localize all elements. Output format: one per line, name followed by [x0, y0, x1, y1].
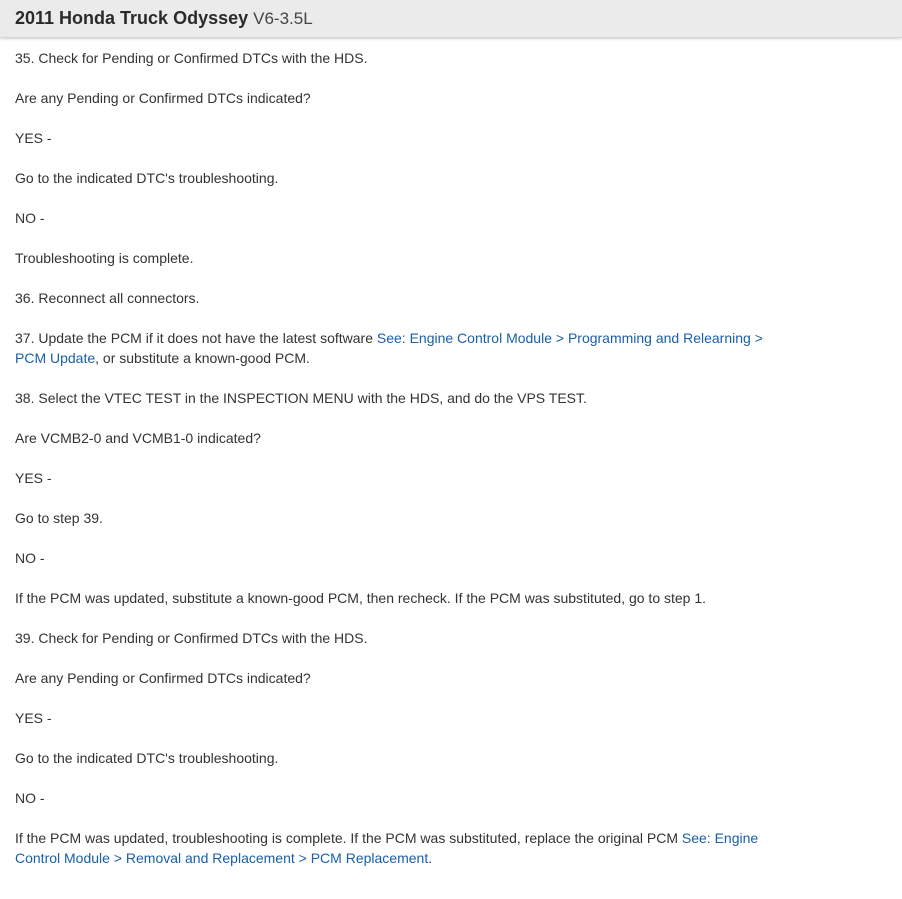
no-label-38: NO -	[15, 550, 45, 566]
page-header	[0, 0, 902, 38]
question-39: Are any Pending or Confirmed DTCs indicated?	[15, 670, 311, 686]
step-39: 39. Check for Pending or Confirmed DTCs with the HDS.	[15, 630, 368, 646]
step-37	[15, 328, 795, 368]
question-35: Are any Pending or Confirmed DTCs indicated?	[15, 90, 311, 106]
step-38: 38. Select the VTEC TEST in the INSPECTION MENU with the HDS, and do the VPS TEST.	[15, 390, 587, 406]
yes-label-35: YES -	[15, 130, 52, 146]
yes-action-38: Go to step 39.	[15, 510, 103, 526]
no-action-39-tail: .	[428, 850, 433, 866]
no-action-39-text: If the PCM was updated, troubleshooting is complete. If the PCM was substituted, replace the original PCM	[15, 830, 682, 846]
no-action-35: Troubleshooting is complete.	[15, 250, 194, 266]
no-label-39: NO -	[15, 790, 45, 806]
question-38: Are VCMB2-0 and VCMB1-0 indicated?	[15, 430, 261, 446]
vehicle-title: 2011 Honda Truck Odyssey	[15, 8, 249, 28]
engine-label: V6-3.5L	[253, 8, 313, 28]
no-action-38: If the PCM was updated, substitute a known-good PCM, then recheck. If the PCM was substituted, go to step 1.	[15, 590, 707, 606]
step-35: 35. Check for Pending or Confirmed DTCs with the HDS.	[15, 50, 368, 66]
procedure-content	[0, 38, 810, 868]
yes-label-38: YES -	[15, 470, 52, 486]
yes-action-35: Go to the indicated DTC's troubleshooting.	[15, 170, 279, 186]
pcm-update-link[interactable]: See: Engine Control Module > Programming and Relearning > PCM Update	[15, 330, 763, 366]
yes-label-39: YES -	[15, 710, 52, 726]
step-36: 36. Reconnect all connectors.	[15, 290, 200, 306]
step-37-tail: , or substitute a known-good PCM.	[95, 350, 310, 366]
pcm-replacement-link[interactable]: See: Engine Control Module > Removal and Replacement > PCM Replacement	[15, 830, 759, 866]
step-37-text: 37. Update the PCM if it does not have the latest software	[15, 330, 377, 346]
no-action-39	[15, 828, 795, 868]
no-label-35: NO -	[15, 210, 45, 226]
yes-action-39: Go to the indicated DTC's troubleshooting.	[15, 750, 279, 766]
